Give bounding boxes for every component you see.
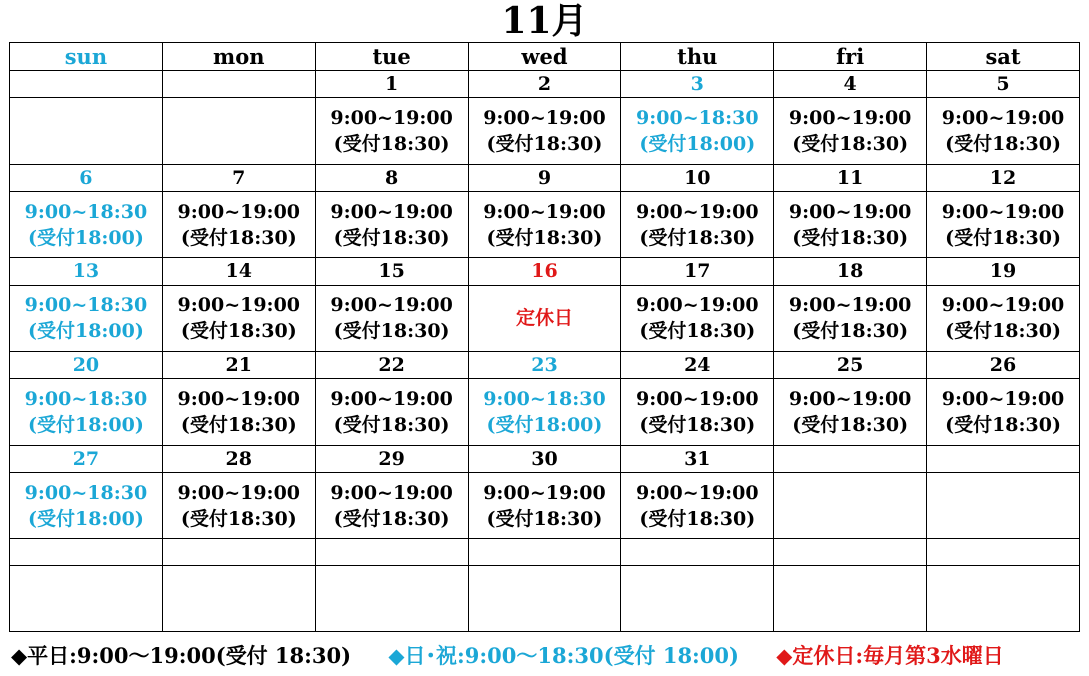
date-number: 1 [315, 71, 468, 98]
date-number: 27 [10, 445, 163, 472]
day-hours-cell [162, 98, 315, 164]
reception-time: (受付18:30) [333, 507, 450, 530]
reception-time: (受付18:30) [945, 226, 1061, 249]
open-time: 9:00~18:30 [24, 294, 148, 317]
day-hours-cell [10, 379, 163, 445]
reception-time: (受付18:00) [639, 132, 756, 155]
date-number: 4 [774, 71, 927, 98]
date-number [774, 445, 927, 472]
day-hours-cell [10, 98, 163, 164]
open-time: 9:00~19:00 [177, 387, 301, 410]
date-number: 7 [162, 164, 315, 191]
date-number: 24 [621, 351, 774, 378]
weekday-header-row [10, 43, 1080, 71]
empty-cell [621, 566, 774, 632]
empty-cell [468, 566, 621, 632]
date-number: 19 [927, 258, 1080, 285]
date-number: 20 [10, 351, 163, 378]
day-hours-cell [927, 98, 1080, 164]
reception-time: (受付18:30) [333, 413, 450, 436]
legend-holiday: ◆日･祝:9:00～18:30(受付 18:00) [388, 643, 739, 668]
reception-time: (受付18:30) [180, 320, 297, 343]
weekday-mon: mon [162, 43, 315, 71]
day-hours-cell [927, 285, 1080, 351]
reception-time: (受付18:30) [945, 132, 1061, 155]
day-hours-cell [315, 285, 468, 351]
date-number: 29 [315, 445, 468, 472]
empty-cell [162, 566, 315, 632]
legend-weekday: ◆平日:9:00～19:00(受付 18:30) [11, 643, 352, 668]
open-time: 9:00~19:00 [941, 387, 1065, 410]
open-time: 9:00~19:00 [941, 106, 1065, 129]
day-hours-cell [774, 285, 927, 351]
day-hours-cell [315, 379, 468, 445]
reception-time: (受付18:00) [27, 507, 144, 530]
open-time: 9:00~18:30 [24, 200, 148, 223]
date-number-row [10, 164, 1080, 191]
date-number-row [10, 445, 1080, 472]
day-hours-cell [162, 472, 315, 538]
date-number: 17 [621, 258, 774, 285]
reception-time: (受付18:00) [27, 320, 144, 343]
day-hours-cell [315, 472, 468, 538]
reception-time: (受付18:30) [792, 132, 909, 155]
date-number: 14 [162, 258, 315, 285]
empty-cell [10, 566, 163, 632]
date-number: 15 [315, 258, 468, 285]
weekday-thu: thu [621, 43, 774, 71]
empty-cell [774, 539, 927, 566]
open-time: 9:00~19:00 [177, 481, 301, 504]
weekday-fri: fri [774, 43, 927, 71]
open-time: 9:00~19:00 [788, 200, 912, 223]
day-hours-cell [927, 379, 1080, 445]
empty-cell [774, 566, 927, 632]
open-time: 9:00~19:00 [941, 294, 1065, 317]
empty-cell [162, 539, 315, 566]
open-time: 9:00~19:00 [941, 200, 1065, 223]
open-time: 9:00~19:00 [330, 481, 453, 504]
reception-time: (受付18:30) [639, 413, 756, 436]
open-time: 9:00~19:00 [483, 200, 606, 223]
reception-time: (受付18:00) [486, 413, 603, 436]
open-time: 9:00~18:30 [24, 387, 148, 410]
empty-cell [315, 566, 468, 632]
weekday-sun: sun [10, 43, 163, 71]
reception-time: (受付18:30) [945, 320, 1061, 343]
day-hours-cell [162, 191, 315, 257]
day-hours-cell [162, 285, 315, 351]
hours-row [10, 98, 1080, 164]
empty-cell [927, 566, 1080, 632]
date-number: 3 [621, 71, 774, 98]
reception-time: (受付18:30) [639, 507, 756, 530]
reception-time: (受付18:00) [27, 413, 144, 436]
weekday-wed: wed [468, 43, 621, 71]
empty-cell [927, 539, 1080, 566]
open-time: 9:00~18:30 [636, 106, 759, 129]
date-number: 11 [774, 164, 927, 191]
date-number: 6 [10, 164, 163, 191]
open-time: 9:00~19:00 [483, 481, 606, 504]
empty-row [10, 566, 1080, 632]
day-hours-cell [927, 472, 1080, 538]
date-number: 23 [468, 351, 621, 378]
date-number: 28 [162, 445, 315, 472]
date-number: 21 [162, 351, 315, 378]
reception-time: (受付18:30) [792, 226, 909, 249]
empty-cell [315, 539, 468, 566]
open-time: 9:00~19:00 [330, 294, 453, 317]
open-time: 9:00~19:00 [177, 294, 301, 317]
open-time: 9:00~19:00 [636, 481, 759, 504]
hours-row [10, 472, 1080, 538]
date-number: 10 [621, 164, 774, 191]
day-hours-cell [774, 98, 927, 164]
date-number-row [10, 71, 1080, 98]
day-hours-cell [468, 191, 621, 257]
reception-time: (受付18:00) [27, 226, 144, 249]
open-time: 9:00~19:00 [330, 106, 453, 129]
reception-time: (受付18:30) [333, 320, 450, 343]
open-time: 9:00~19:00 [788, 294, 912, 317]
day-hours-cell [621, 191, 774, 257]
date-number: 5 [927, 71, 1080, 98]
day-hours-cell [621, 379, 774, 445]
weekday-sat: sat [927, 43, 1080, 71]
open-time: 9:00~19:00 [483, 106, 606, 129]
open-time: 9:00~18:30 [24, 481, 148, 504]
weekday-tue: tue [315, 43, 468, 71]
day-hours-cell [468, 472, 621, 538]
day-hours-cell [315, 98, 468, 164]
hours-row [10, 285, 1080, 351]
date-number: 16 [468, 258, 621, 285]
date-number [927, 445, 1080, 472]
date-number-row [10, 258, 1080, 285]
open-time: 9:00~19:00 [177, 200, 301, 223]
reception-time: (受付18:30) [180, 413, 297, 436]
empty-cell [621, 539, 774, 566]
day-hours-cell [468, 379, 621, 445]
date-number [10, 71, 163, 98]
open-time: 9:00~19:00 [788, 106, 912, 129]
day-hours-cell [10, 472, 163, 538]
reception-time: (受付18:30) [792, 413, 909, 436]
day-hours-cell [468, 98, 621, 164]
date-number: 26 [927, 351, 1080, 378]
open-time: 9:00~19:00 [788, 387, 912, 410]
day-hours-cell [774, 191, 927, 257]
reception-time: (受付18:30) [486, 507, 603, 530]
date-number: 18 [774, 258, 927, 285]
day-hours-cell [10, 285, 163, 351]
day-hours-cell [774, 472, 927, 538]
date-number-row [10, 351, 1080, 378]
day-hours-cell [621, 98, 774, 164]
legend-closed: ◆定休日:毎月第3水曜日 [776, 643, 1004, 668]
day-hours-cell [927, 191, 1080, 257]
day-hours-cell [315, 191, 468, 257]
reception-time: (受付18:30) [180, 507, 297, 530]
calendar-title: 11月 [501, 0, 588, 42]
open-time: 9:00~19:00 [636, 200, 759, 223]
open-time: 9:00~19:00 [636, 294, 759, 317]
open-time: 9:00~19:00 [330, 387, 453, 410]
empty-cell [468, 539, 621, 566]
date-number [162, 71, 315, 98]
date-number: 22 [315, 351, 468, 378]
reception-time: (受付18:30) [792, 320, 909, 343]
hours-legend [11, 640, 1079, 672]
calendar-grid [9, 42, 1080, 632]
open-time: 9:00~18:30 [483, 387, 606, 410]
hours-row [10, 379, 1080, 445]
date-number: 2 [468, 71, 621, 98]
hours-row [10, 191, 1080, 257]
empty-row [10, 539, 1080, 566]
day-hours-cell [162, 379, 315, 445]
date-number: 30 [468, 445, 621, 472]
reception-time: (受付18:30) [486, 226, 603, 249]
reception-time: (受付18:30) [486, 132, 603, 155]
date-number: 13 [10, 258, 163, 285]
date-number: 8 [315, 164, 468, 191]
empty-cell [10, 539, 163, 566]
day-hours-cell [10, 191, 163, 257]
open-time: 9:00~19:00 [330, 200, 453, 223]
day-hours-cell [621, 472, 774, 538]
date-number: 25 [774, 351, 927, 378]
date-number: 9 [468, 164, 621, 191]
reception-time: (受付18:30) [333, 226, 450, 249]
reception-time: (受付18:30) [639, 320, 756, 343]
date-number: 31 [621, 445, 774, 472]
day-hours-cell [468, 285, 621, 351]
reception-time: (受付18:30) [945, 413, 1061, 436]
day-hours-cell [774, 379, 927, 445]
calendar-body [10, 71, 1080, 632]
reception-time: (受付18:30) [333, 132, 450, 155]
open-time: 9:00~19:00 [636, 387, 759, 410]
closed-day-label: 定休日 [515, 307, 573, 330]
reception-time: (受付18:30) [639, 226, 756, 249]
date-number: 12 [927, 164, 1080, 191]
day-hours-cell [621, 285, 774, 351]
reception-time: (受付18:30) [180, 226, 297, 249]
